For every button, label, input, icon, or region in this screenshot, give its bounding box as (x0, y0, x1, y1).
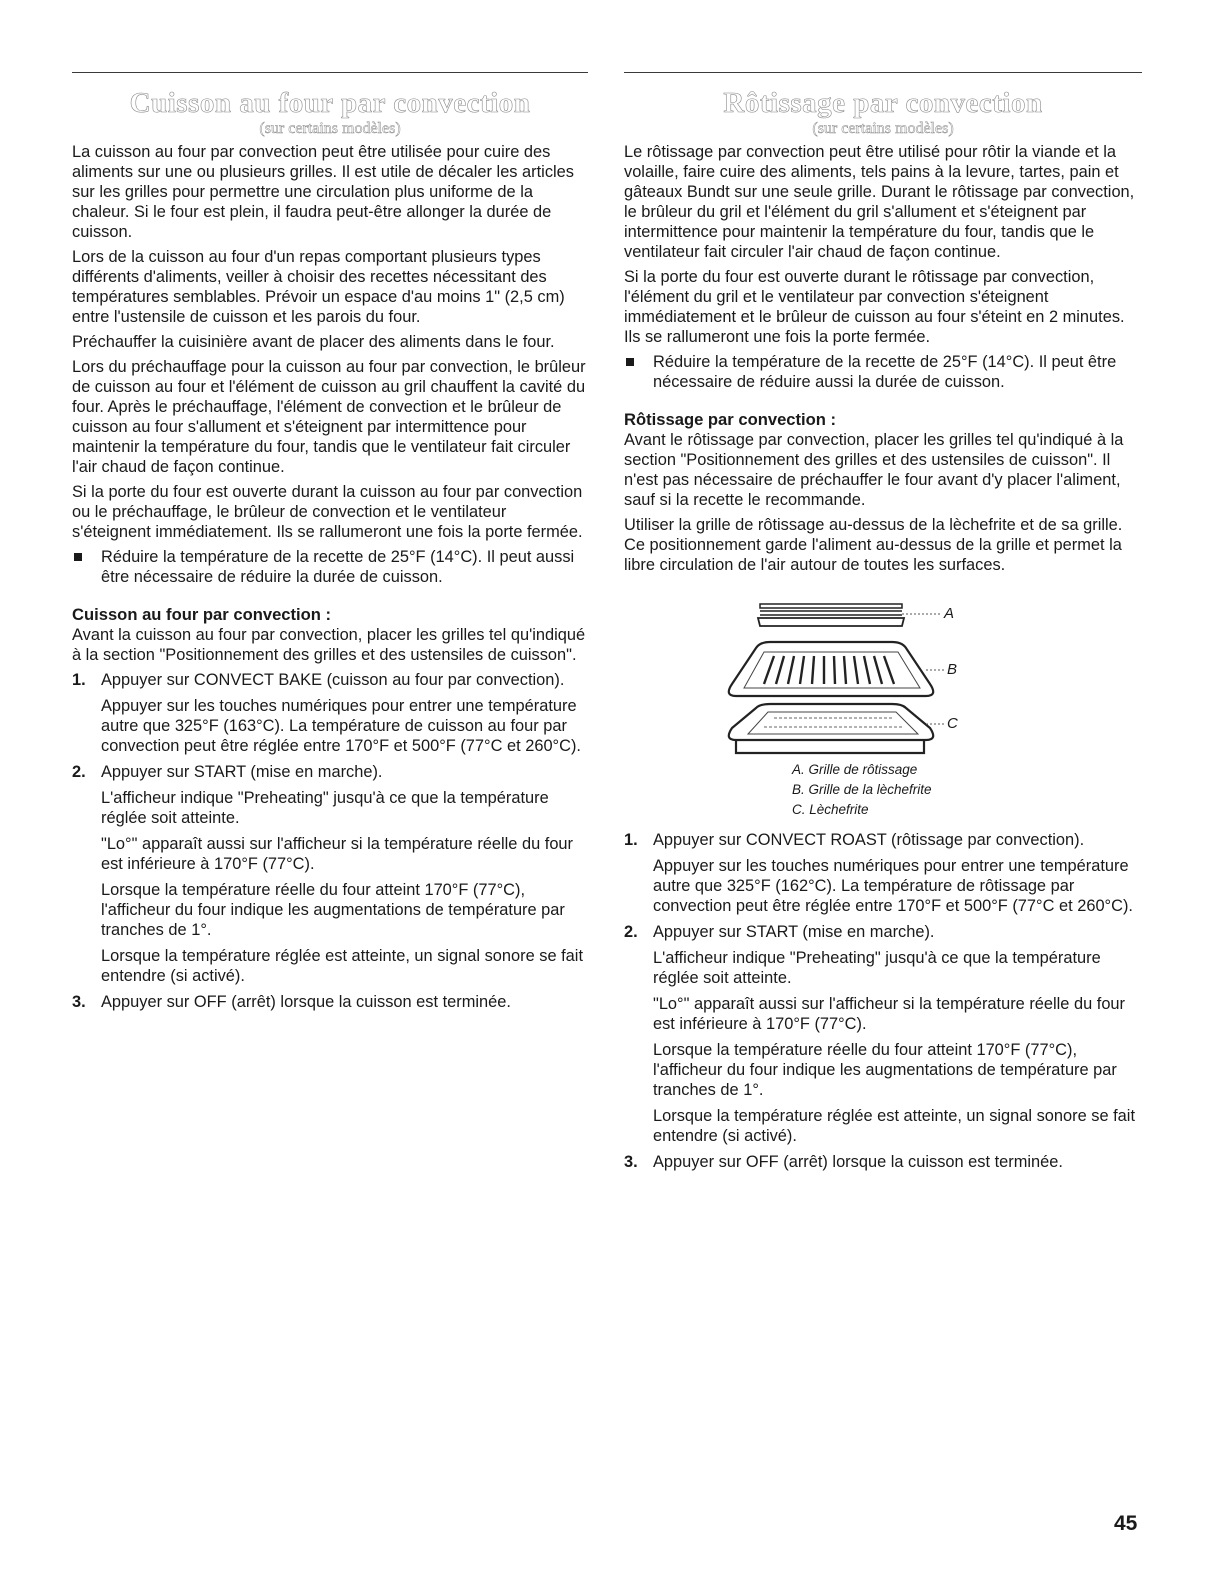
bullet-item (72, 547, 588, 587)
step-text: L'afficheur indique "Preheating" jusqu'à ce que la température réglée soit atteinte. (653, 949, 1101, 987)
section-rule (72, 72, 588, 73)
bullet-text: Réduire la température de la recette de 25°F (14°C). Il peut être nécessaire de réduire aussi la durée de cuisson. (653, 353, 1117, 391)
step-number: 3. (72, 993, 86, 1011)
label-a: A (944, 605, 955, 622)
section-title: Cuisson au four par convection (129, 87, 531, 119)
step-number: 2. (72, 763, 86, 781)
figure-caption: A. Grille de rôtissage (792, 762, 918, 777)
step-item (624, 1152, 1142, 1172)
step-text: Lorsque la température réelle du four atteint 170°F (77°C), l'afficheur du four indique les augmentations de température par tranches de 1°. (653, 1041, 1117, 1099)
step-text: Appuyer sur les touches numériques pour entrer une température autre que 325°F (162°C). La température de rôtissage par convection peut être réglée entre 170°F et 500°F (77°C et 260°C). (653, 857, 1133, 915)
figure-caption: B. Grille de la lèchefrite (792, 782, 932, 797)
section-title: Rôtissage par convection (723, 87, 1043, 119)
broiler-pan-illustration (624, 580, 1142, 760)
label-b: B (947, 661, 958, 678)
page-number: 45 (1114, 1512, 1138, 1535)
intro-paragraph: Utiliser la grille de rôtissage au-dessus de la lèchefrite et de sa grille. Ce positionnement garde l'aliment au-dessus de la grille et permet la libre circulation de l'air autour de toutes les surfaces. (624, 516, 1123, 574)
step-text: "Lo°" apparaît aussi sur l'afficheur si la température réelle du four est inférieure à 170°F (77°C). (653, 995, 1126, 1033)
step-item (72, 762, 588, 986)
step-text: Lorsque la température réelle du four atteint 170°F (77°C), l'afficheur du four indique les augmentations de température par tranches de 1°. (101, 881, 565, 939)
step-number: 1. (72, 671, 86, 689)
intro-paragraph: Avant la cuisson au four par convection, placer les grilles tel qu'indiqué à la section "Positionnement des grilles et des ustensiles de cuisson". (72, 626, 586, 664)
broiler-pan-figure (624, 580, 1142, 816)
subheading: Cuisson au four par convection : (72, 605, 332, 624)
step-text: Appuyer sur CONVECT BAKE (cuisson au four par convection). (101, 671, 565, 689)
step-text: L'afficheur indique "Preheating" jusqu'à ce que la température réglée soit atteinte. (101, 789, 549, 827)
figure-caption: C. Lèchefrite (792, 802, 869, 817)
step-text: Lorsque la température réglée est atteinte, un signal sonore se fait entendre (si activé). (653, 1107, 1135, 1145)
step-text: Appuyer sur les touches numériques pour entrer une température autre que 325°F (163°C). La température de cuisson au four par convection peut être réglée entre 170°F et 500°F (77°C et 260°C). (101, 697, 581, 755)
step-text: "Lo°" apparaît aussi sur l'afficheur si la température réelle du four est inférieure à 170°F (77°C). (101, 835, 574, 873)
broiler-pan-drawing (729, 704, 944, 753)
step-text: Appuyer sur START (mise en marche). (653, 923, 935, 941)
step-number: 2. (624, 923, 638, 941)
section-subtitle: (sur certains modèles) (812, 120, 954, 137)
paragraph: Lors de la cuisson au four d'un repas comportant plusieurs types différents d'aliments, veiller à choisir des recettes nécessitant des températures semblables. Prévoir un espace d'au moins 1" (2,5 cm) entre l'ustensile de cuisson et les parois du four. (72, 248, 565, 326)
right-column (624, 72, 1142, 1178)
roasting-rack-drawing (758, 604, 942, 626)
bullet-item (624, 352, 1142, 392)
step-item (72, 670, 588, 756)
paragraph: Préchauffer la cuisinière avant de placer des aliments dans le four. (72, 333, 555, 351)
step-number: 3. (624, 1153, 638, 1171)
paragraph: La cuisson au four par convection peut être utilisée pour cuire des aliments sur une ou plusieurs grilles. Il est utile de décaler les articles sur les grilles pour permettre une circulation plus uniforme de la chaleur. Si le four est plein, il faudra peut-être allonger la durée de cuisson. (72, 143, 574, 241)
section-rule (624, 72, 1142, 73)
step-text: Appuyer sur OFF (arrêt) lorsque la cuisson est terminée. (653, 1153, 1063, 1171)
subheading: Rôtissage par convection : (624, 410, 837, 429)
paragraph: Le rôtissage par convection peut être utilisé pour rôtir la viande et la volaille, faire cuire des aliments, tels pains à la levure, tartes, pain et gâteaux Bundt sur une seule grille. Durant le rôtissage par convection, le brûleur du gril et l'élément du gril s'allument et s'éteignent par intermittence pour maintenir la température du four, tandis que le ventilateur fait circuler l'air chaud de façon continue. (624, 143, 1135, 261)
intro-paragraph: Avant le rôtissage par convection, placer les grilles tel qu'indiqué à la section "Positionnement des grilles et des ustensiles de cuisson". Il n'est pas nécessaire de préchauffer le four avant d'y placer l'aliment, sauf si la recette le recommande. (624, 431, 1124, 509)
paragraph: Si la porte du four est ouverte durant le rôtissage par convection, l'élément du gril et le ventilateur par convection s'éteignent immédiatement et le brûleur de cuisson au four s'éteint en 2 minutes. Ils se rallumeront une fois la porte fermée. (624, 268, 1125, 346)
step-item (72, 992, 588, 1012)
broiler-grid-drawing (729, 642, 944, 696)
bullet-square-icon (626, 358, 634, 366)
step-text: Appuyer sur CONVECT ROAST (rôtissage par convection). (653, 831, 1085, 849)
step-text: Appuyer sur START (mise en marche). (101, 763, 383, 781)
step-item (624, 830, 1142, 916)
paragraph: Si la porte du four est ouverte durant la cuisson au four par convection ou le préchauffage, le brûleur de convection et le ventilateur s'éteignent immédiatement. Ils se rallumeront une fois la porte fermée. (72, 483, 583, 541)
step-text: Lorsque la température réglée est atteinte, un signal sonore se fait entendre (si activé). (101, 947, 583, 985)
bullet-square-icon (74, 553, 82, 561)
step-number: 1. (624, 831, 638, 849)
step-item (624, 922, 1142, 1146)
paragraph: Lors du préchauffage pour la cuisson au four par convection, le brûleur de cuisson au four et l'élément de cuisson au gril chauffent la cavité du four. Après le préchauffage, l'élément de convection et le brûleur de cuisson au four s'allument et s'éteignent par intermittence pour maintenir la température du four, tandis que le ventilateur fait circuler l'air chaud de façon continue. (72, 358, 586, 476)
step-text: Appuyer sur OFF (arrêt) lorsque la cuisson est terminée. (101, 993, 511, 1011)
section-subtitle: (sur certains modèles) (259, 120, 401, 137)
bullet-text: Réduire la température de la recette de 25°F (14°C). Il peut aussi être nécessaire de réduire la durée de cuisson. (101, 548, 575, 586)
label-c: C (947, 715, 958, 732)
left-column (72, 72, 588, 1018)
